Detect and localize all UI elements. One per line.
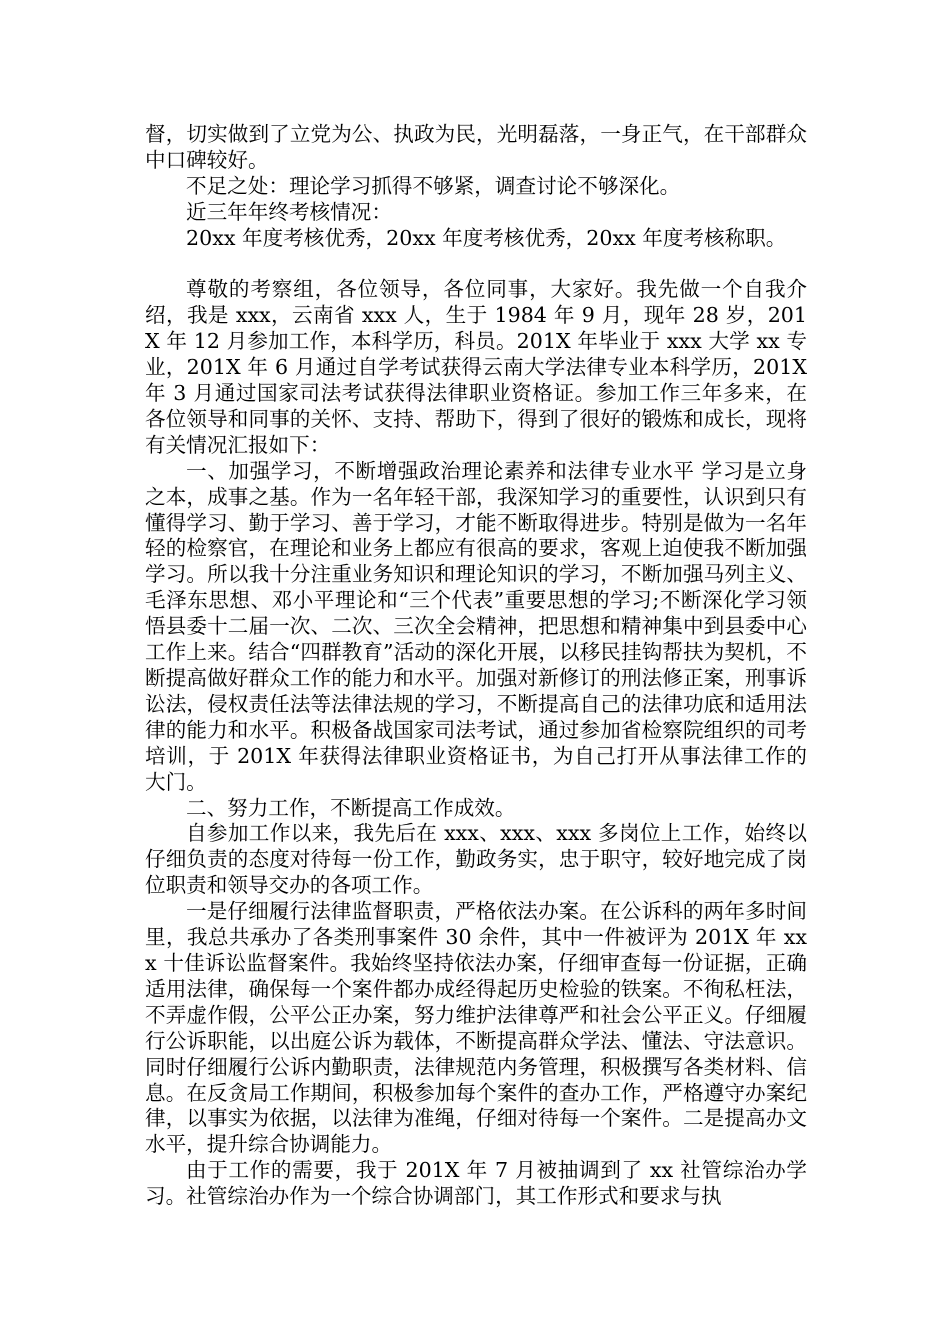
paragraph-secondment: 由于工作的需要，我于 201X 年 7 月被抽调到了 xx 社管综治办学习。社管综治办作为一个综合协调部门，其工作形式和要求与执 [145, 1158, 807, 1209]
paragraph-gap [145, 252, 807, 278]
paragraph-assessment-results: 20xx 年度考核优秀，20xx 年度考核优秀，20xx 年度考核称职。 [186, 225, 787, 250]
paragraph-self-introduction: 尊敬的考察组，各位领导，各位同事，大家好。我先做一个自我介绍，我是 xxx，云南省 xxx 人，生于 1984 年 9 月，现年 28 岁，201X 年 12 月参加工作，本科学历，科员。201X 年毕业于 xxx 大学 xx 专业，201X 年 6 月通过自学考试获得云南大学法律专业本科学历，201X 年 3 月通过国家司法考试获得法律职业资格证。参加工作三年多来，在各位领导和同事的关怀、支持、帮助下，得到了很好的锻炼和成长，现将有关情况汇报如下： [145, 277, 807, 457]
paragraph-shortcomings: 不足之处：理论学习抓得不够紧，调查讨论不够深化。 [186, 173, 681, 198]
paragraph-legal-supervision: 一是仔细履行法律监督职责，严格依法办案。在公诉科的两年多时间里，我总共承办了各类刑事案件 30 余件，其中一件被评为 201X 年 xxx 十佳诉讼监督案件。我始终坚持依法办案，仔细审查每一份证据，正确适用法律，确保每一个案件都办成经得起历史检验的铁案。不徇私枉法，不弄虚作假，公平公正办案，努力维护法律尊严和社会公平正义。仔细履行公诉职能，以出庭公诉为载体，不断提高群众学法、懂法、守法意识。同时仔细履行公诉内勤职责，法律规范内务管理，积极撰写各类材料、信息。在反贪局工作期间，积极参加每个案件的查办工作，严格遵守办案纪律，以事实为依据，以法律为准绳，仔细对待每一个案件。二是提高办文水平，提升综合协调能力。 [145, 899, 807, 1157]
document-page [145, 122, 807, 1210]
paragraph-continuation: 督，切实做到了立党为公、执政为民，光明磊落，一身正气，在干部群众中口碑较好。 [145, 122, 807, 172]
paragraph-section-two-heading: 二、努力工作，不断提高工作成效。 [186, 795, 516, 820]
paragraph-assessment-heading: 近三年年终考核情况： [186, 199, 392, 224]
paragraph-section-one: 一、加强学习，不断增强政治理论素养和法律专业水平 学习是立身之本，成事之基。作为一名年轻干部，我深知学习的重要性，认识到只有懂得学习、勤于学习、善于学习，才能不断取得进步。特别是做为一名年轻的检察官，在理论和业务上都应有很高的要求，客观上迫使我不断加强学习。所以我十分注重业务知识和理论知识的学习，不断加强马列主义、毛泽东思想、邓小平理论和“三个代表”重要思想的学习;不断深化学习领悟县委十二届一次、二次、三次全会精神，把思想和精神集中到县委中心工作上来。结合“四群教育”活动的深化开展，以移民挂钩帮扶为契机，不断提高做好群众工作的能力和水平。加强对新修订的刑法修正案，刑事诉讼法，侵权责任法等法律法规的学习，不断提高自己的法律功底和适用法律的能力和水平。积极备战国家司法考试，通过参加省检察院组织的司考培训，于 201X 年获得法律职业资格证书，为自己打开从事法律工作的大门。 [145, 458, 807, 794]
paragraph-work-overview: 自参加工作以来，我先后在 xxx、xxx、xxx 多岗位上工作，始终以仔细负责的态度对待每一份工作，勤政务实，忠于职守，较好地完成了岗位职责和领导交办的各项工作。 [145, 821, 807, 898]
